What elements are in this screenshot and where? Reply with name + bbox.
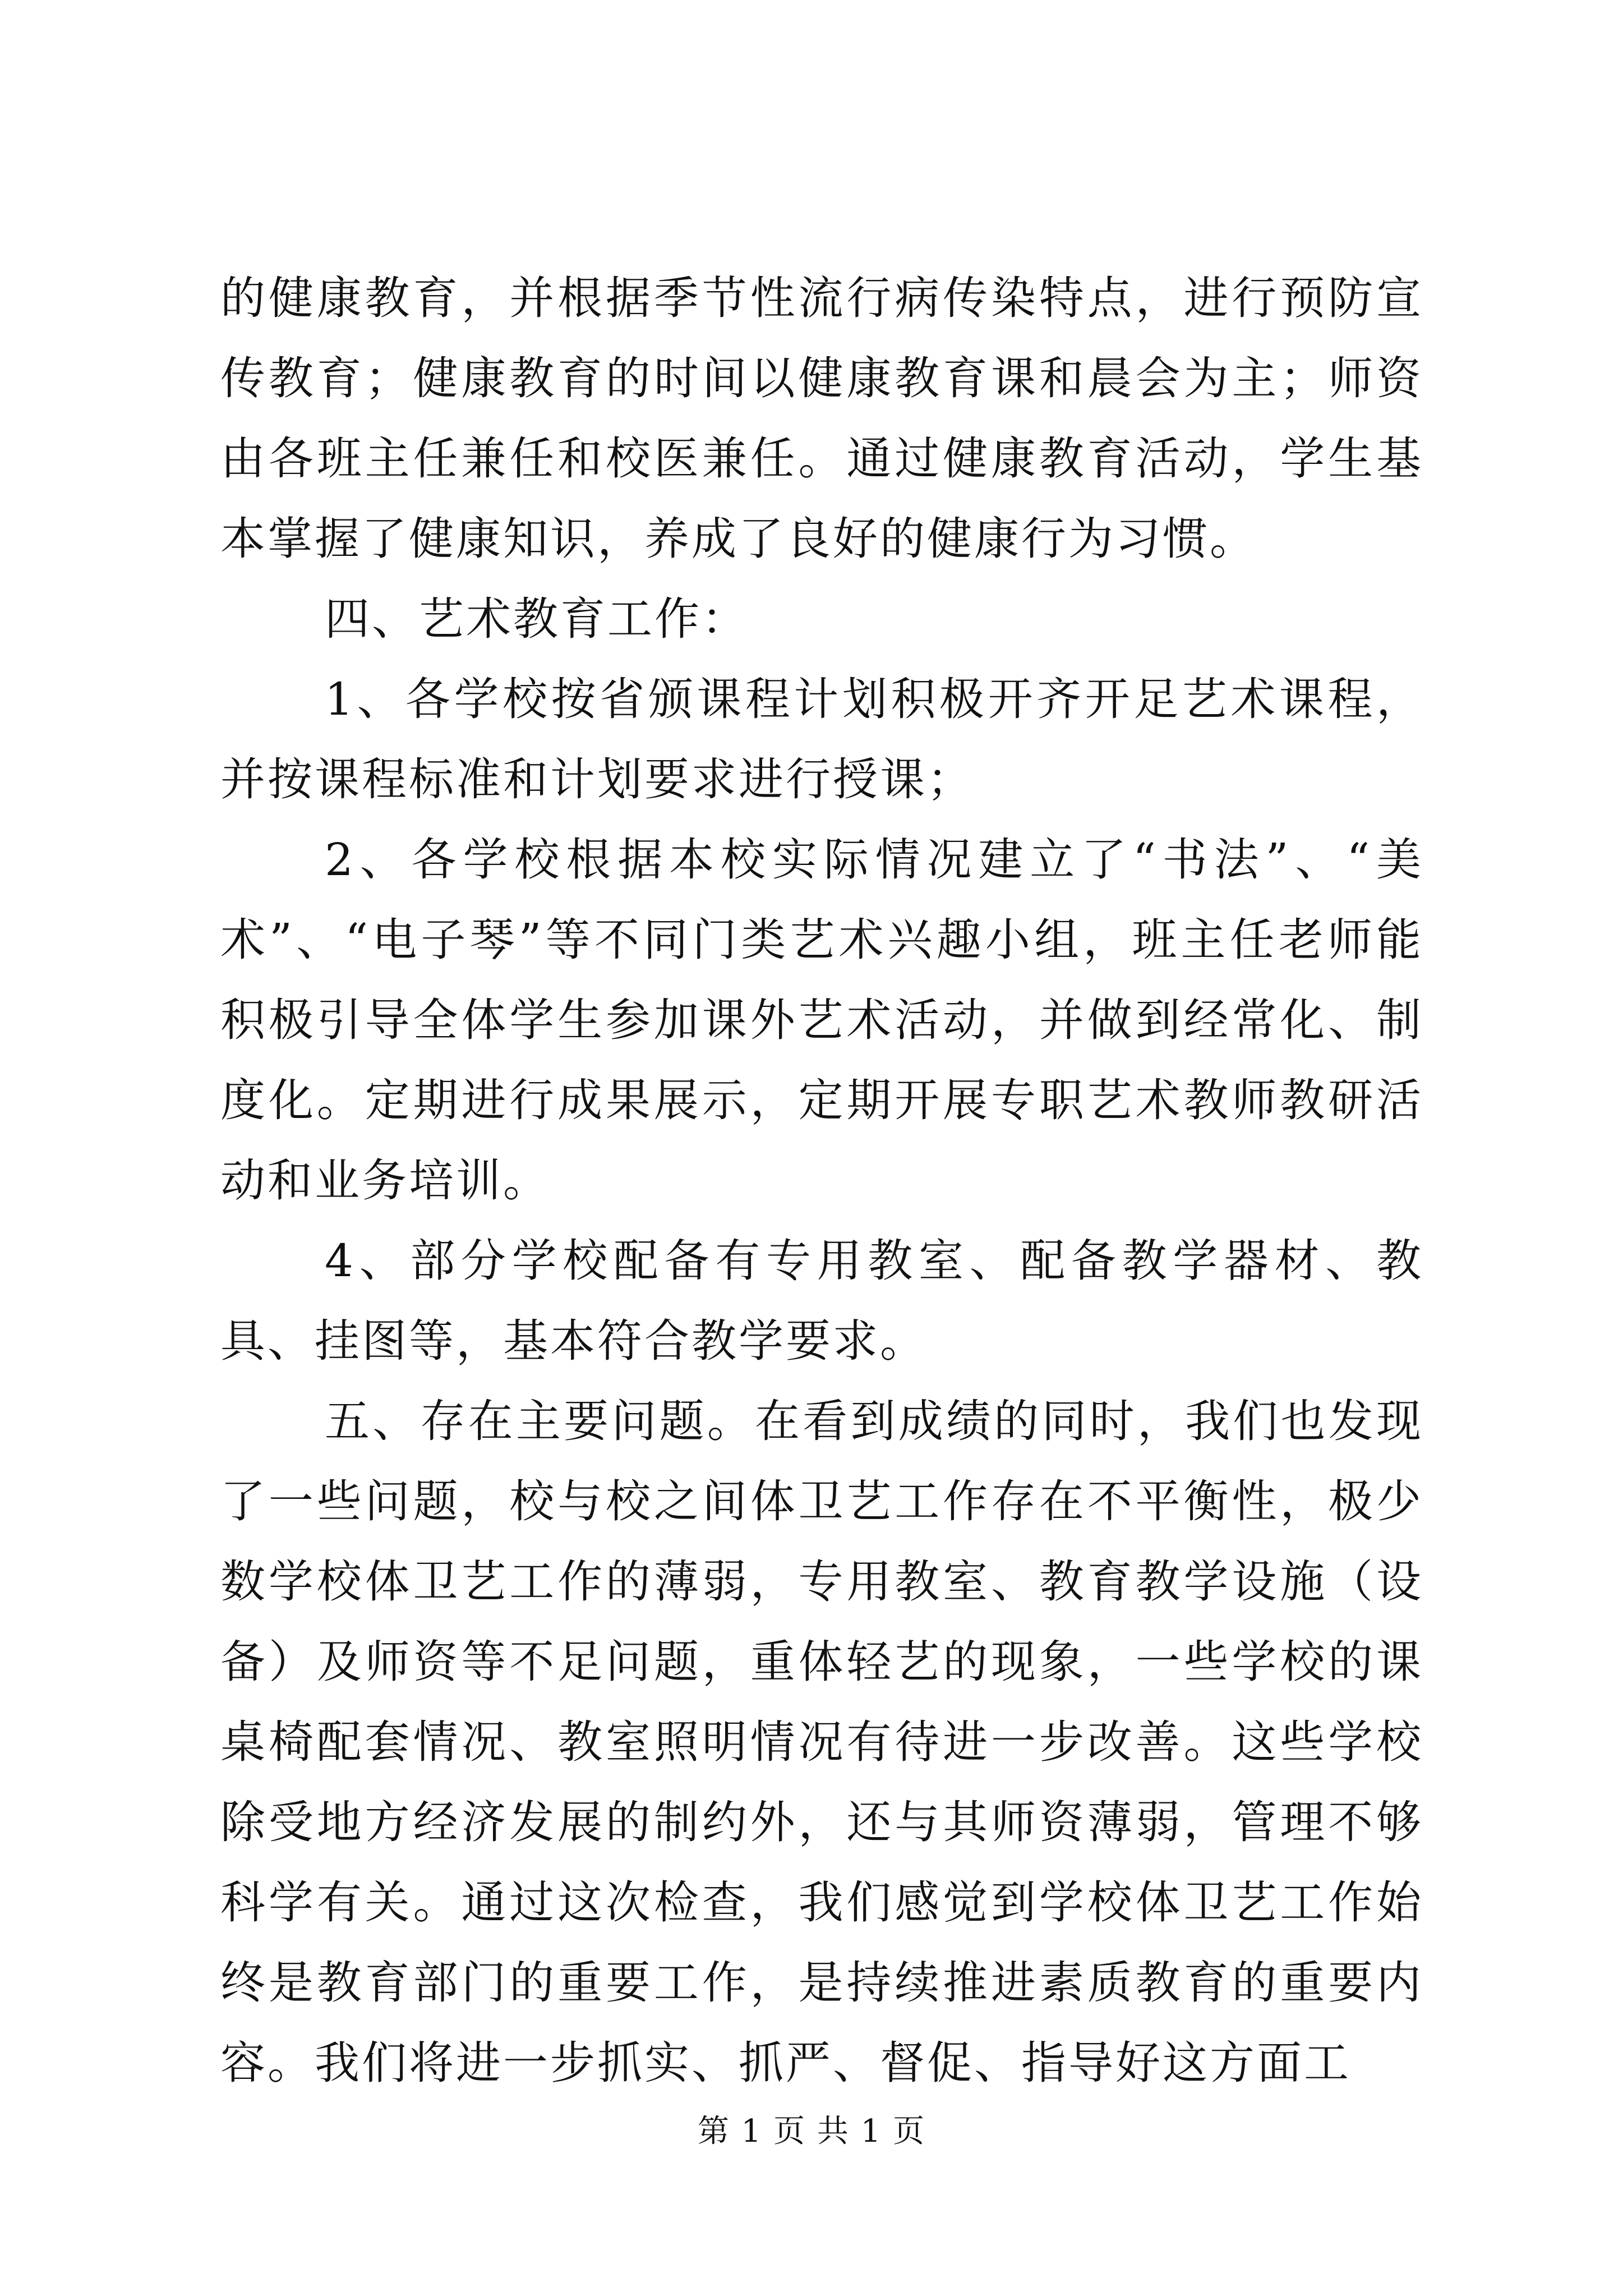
section-heading-art-education: 四、艺术教育工作：	[325, 593, 749, 645]
paragraph-art-item-1: 1、各学校按省颁课程计划积极开齐开足艺术课程，并按课程标准和计划要求进行授课；	[220, 673, 1423, 806]
paragraph-main-problems: 五、存在主要问题。在看到成绩的同时，我们也发现了一些问题，校与校之间体卫艺工作存在不平衡性，极少数学校体卫艺工作的薄弱，专用教室、教育教学设施（设备）及师资等不足问题，重体轻艺的现象，一些学校的课桌椅配套情况、教室照明情况有待进一步改善。这些学校除受地方经济发展的制约外，还与其师资薄弱，管理不够科学有关。通过这次检查，我们感觉到学校体卫艺工作始终是教育部门的重要工作，是持续推进素质教育的重要内容。我们将进一步抓实、抓严、督促、指导好这方面工	[220, 1395, 1423, 2089]
paragraph-health-education-continuation: 的健康教育，并根据季节性流行病传染特点，进行预防宣传教育；健康教育的时间以健康教育课和晨会为主；师资由各班主任兼任和校医兼任。通过健康教育活动，学生基本掌握了健康知识，养成了良好的健康行为习惯。	[220, 272, 1423, 565]
paragraph-art-item-4: 4、部分学校配备有专用教室、配备教学器材、教具、挂图等，基本符合教学要求。	[220, 1235, 1423, 1367]
page-footer: 第 1 页 共 1 页	[697, 2113, 926, 2150]
paragraph-art-item-2: 2、各学校根据本校实际情况建立了“书法”、“美术”、“电子琴”等不同门类艺术兴趣小组，班主任老师能积极引导全体学生参加课外艺术活动，并做到经常化、制度化。定期进行成果展示，定期开展专职艺术教师教研活动和业务培训。	[220, 834, 1423, 1207]
document-body	[220, 258, 1423, 2103]
